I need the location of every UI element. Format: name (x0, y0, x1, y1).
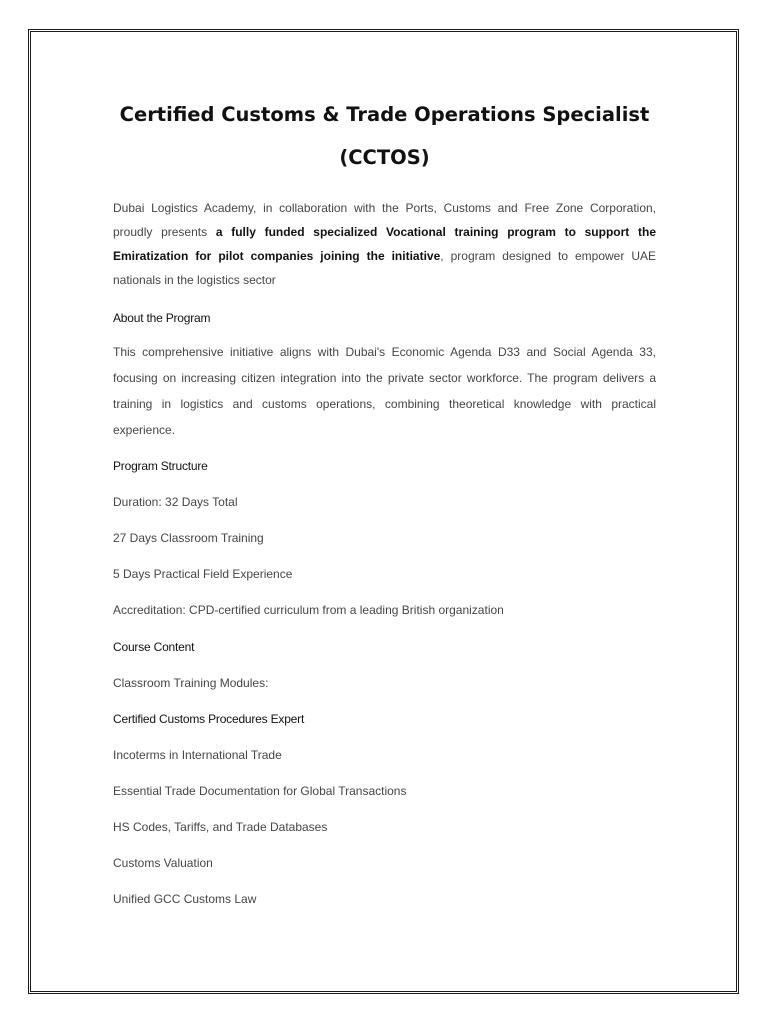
about-heading: About the Program (113, 311, 211, 325)
module-item: HS Codes, Tariffs, and Trade Databases (113, 820, 328, 834)
structure-item-field: 5 Days Practical Field Experience (113, 567, 293, 581)
module-item: Essential Trade Documentation for Global Transactions (113, 784, 407, 798)
module-item: Unified GCC Customs Law (113, 892, 257, 906)
document-title (113, 93, 656, 179)
structure-item-accreditation: Accreditation: CPD-certified curriculum from a leading British organization (113, 603, 504, 617)
module-item: Incoterms in International Trade (113, 748, 282, 762)
intro-paragraph (113, 196, 656, 292)
intro-text-start: Dubai Logistics Academy, in collaboration with the Ports, Customs and Free Zone Corporation, proudly presents (113, 201, 656, 239)
course-subheading: Classroom Training Modules: (113, 676, 269, 690)
document-body (113, 93, 656, 909)
structure-item-duration: Duration: 32 Days Total (113, 495, 238, 509)
intro-text-end: , program designed to empower UAE nationals in the logistics sector (113, 249, 656, 287)
structure-item-classroom: 27 Days Classroom Training (113, 531, 264, 545)
intro-emphasis: a fully funded specialized Vocational training program to support the Emiratization for pilot companies joining the initiative (113, 225, 656, 263)
module-title: Certified Customs Procedures Expert (113, 712, 305, 726)
title-line-2: (CCTOS) (339, 146, 430, 169)
module-item: Customs Valuation (113, 856, 213, 870)
structure-heading: Program Structure (113, 459, 208, 473)
title-line-1: Certified Customs & Trade Operations Specialist (119, 103, 650, 126)
course-heading: Course Content (113, 640, 195, 654)
about-paragraph: This comprehensive initiative aligns with Dubai's Economic Agenda D33 and Social Agenda 33, focusing on increasing citizen integration into the private sector workforce. The program delivers a training in logistics and customs operations, combining theoretical knowledge with practical experience. (113, 345, 656, 437)
